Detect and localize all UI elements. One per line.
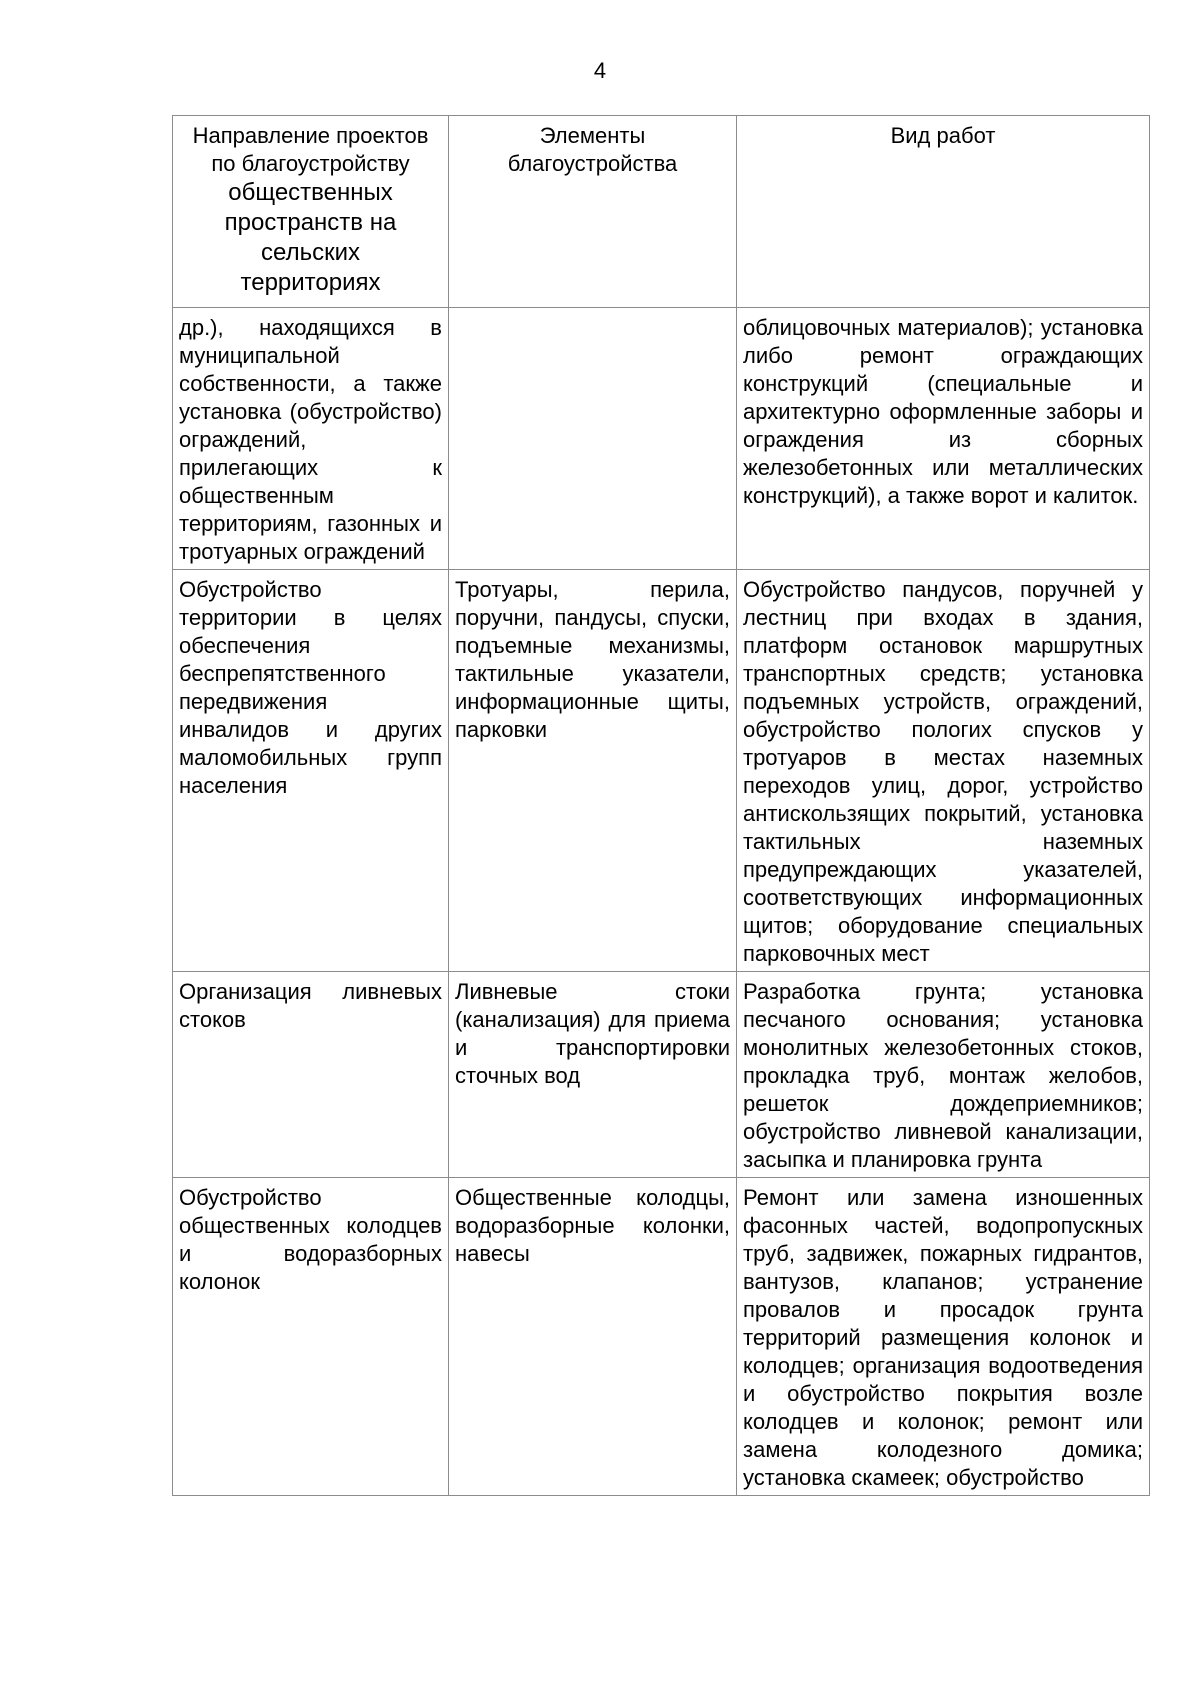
cell-works: Обустройство пандусов, поручней у лестниц при входах в здания, платформ остановок маршрутных транспортных средств; установка подъемных устройств, ограждений, обустройство пологих спусков у тротуаров в местах наземных переходов улиц, дорог, устройство антискользящих покрытий, установка тактильных наземных предупреждающих указателей, соответствующих информационных щитов; оборудование специальных парковочных мест xyxy=(737,570,1150,972)
cell-elements: Общественные колодцы, водоразборные колонки, навесы xyxy=(449,1178,737,1496)
header-direction-line: сельских xyxy=(261,239,360,266)
cell-works: Ремонт или замена изношенных фасонных частей, водопропускных труб, задвижек, пожарных гидрантов, вантузов, клапанов; устранение провалов и просадок грунта территорий размещения колонок и колодцев; организация водоотведения и обустройство покрытия возле колодцев и колонок; ремонт или замена колодезного домика; установка скамеек; обустройство xyxy=(737,1178,1150,1496)
cell-direction: Обустройство территории в целях обеспечения беспрепятственного передвижения инвалидов и других маломобильных групп населения xyxy=(173,570,449,972)
header-works-text: Вид работ xyxy=(890,123,996,148)
cell-direction: др.), находящихся в муниципальной собственности, а также установка (обустройство) ограждений, прилегающих к общественным территориям, газонных и тротуарных ограждений xyxy=(173,308,449,570)
header-elements-line: благоустройства xyxy=(507,151,678,176)
table-row xyxy=(173,972,1150,1178)
cell-works: Разработка грунта; установка песчаного основания; установка монолитных железобетонных стоков, прокладка труб, монтаж желобов, решеток дождеприемников; обустройство ливневой канализации, засыпка и планировка грунта xyxy=(737,972,1150,1178)
table-header-row xyxy=(173,116,1150,308)
header-direction-line: общественных xyxy=(228,179,393,206)
header-direction-line: пространств на xyxy=(224,209,397,236)
cell-direction: Организация ливневых стоков xyxy=(173,972,449,1178)
header-elements-line: Элементы xyxy=(539,123,646,148)
header-works xyxy=(737,116,1150,308)
header-direction-line: по благоустройству xyxy=(211,151,410,176)
page-number: 4 xyxy=(593,58,607,83)
cell-elements: Ливневые стоки (канализация) для приема и транспортировки сточных вод xyxy=(449,972,737,1178)
cell-works: облицовочных материалов); установка либо ремонт ограждающих конструкций (специальные и архитектурно оформленные заборы и ограждения из сборных железобетонных или металлических конструкций), а также ворот и калиток. xyxy=(737,308,1150,570)
table-row xyxy=(173,570,1150,972)
header-direction-line: территориях xyxy=(240,269,381,296)
cell-elements: Тротуары, перила, поручни, пандусы, спуски, подъемные механизмы, тактильные указатели, информационные щиты, парковки xyxy=(449,570,737,972)
table-row xyxy=(173,308,1150,570)
cell-direction: Обустройство общественных колодцев и водоразборных колонок xyxy=(173,1178,449,1496)
works-table xyxy=(172,115,1150,1496)
table-row xyxy=(173,1178,1150,1496)
cell-elements xyxy=(449,308,737,570)
header-direction-line: Направление проектов xyxy=(192,123,429,148)
header-elements xyxy=(449,116,737,308)
header-direction xyxy=(173,116,449,308)
